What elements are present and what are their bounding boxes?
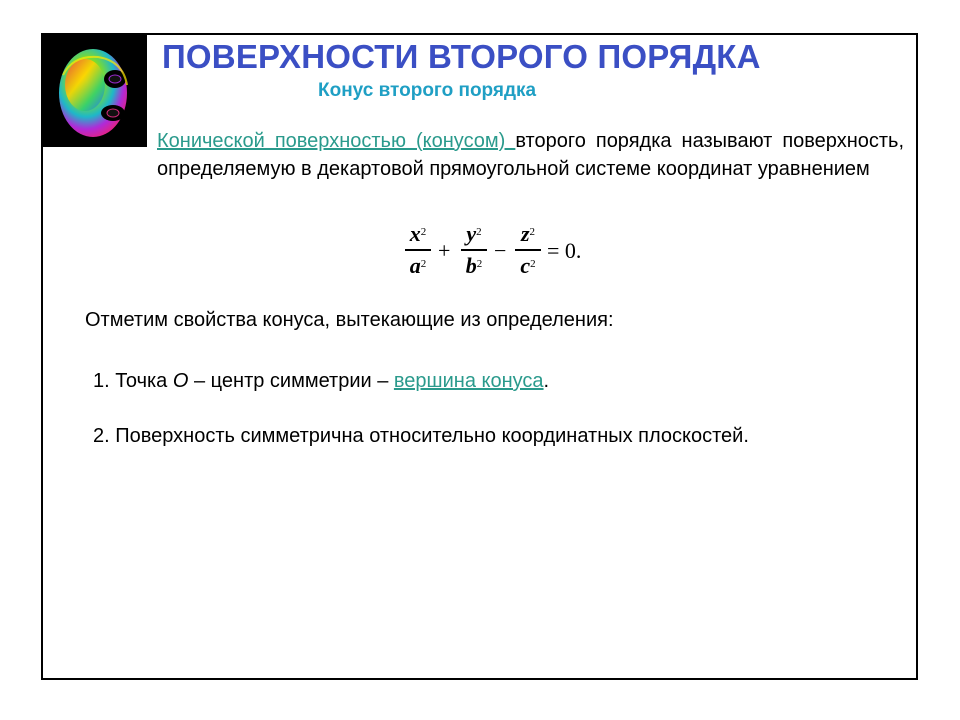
fraction-y: $y^2$ $b^2$ — [461, 222, 487, 278]
properties-intro: Отметим свойства конуса, вытекающие из определения: — [85, 309, 614, 331]
definition-text: второго порядка называют поверхность, определяемую в декартовой прямоугольной системе координат уравнением — [157, 130, 904, 180]
fraction-x: $x^2$ $a^2$ — [405, 222, 431, 278]
minus-sign: − — [494, 238, 507, 263]
cone-vertex-link[interactable]: вершина конуса — [393, 370, 544, 392]
equals-zero: = 0. — [547, 238, 582, 263]
cone-equation — [405, 222, 595, 284]
definition-paragraph — [157, 127, 904, 183]
fraction-z: $z^2$ $c^2$ — [515, 222, 541, 278]
surface-logo-icon — [43, 35, 147, 147]
property-item-1: 1. Точка O – центр симметрии – вершина конуса. — [93, 370, 550, 392]
page-title: ПОВЕРХНОСТИ ВТОРОГО ПОРЯДКА — [162, 38, 761, 75]
page-subtitle: Конус второго порядка — [318, 80, 537, 101]
property-item-2: 2. Поверхность симметрична относительно координатных плоскостей. — [93, 425, 749, 447]
point-o: O — [172, 370, 189, 392]
conic-surface-link[interactable]: Конической поверхностью (конусом) — [157, 130, 516, 152]
plus-sign: + — [438, 238, 451, 263]
